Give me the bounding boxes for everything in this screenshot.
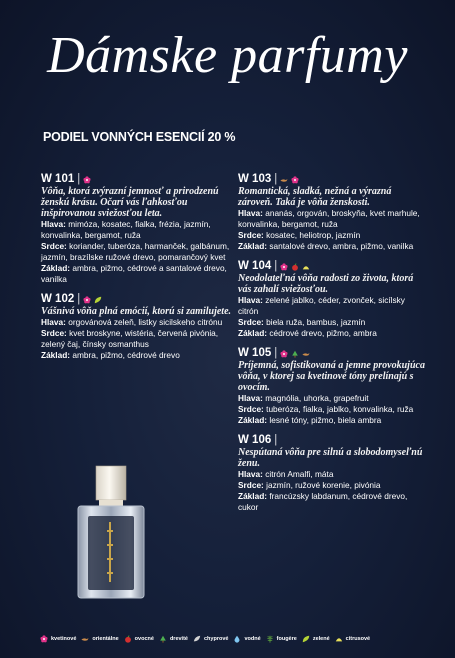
fougere-icon [266,635,274,643]
legend-item [159,635,188,643]
note-line [238,491,426,513]
separator: | [274,173,278,185]
perfume-entry [238,260,426,339]
legend-label: fougère [276,636,297,642]
vodne-icon [233,635,241,643]
perfume-entry [238,434,426,513]
perfume-code-row [238,347,426,360]
separator: | [77,293,81,305]
note-label: Hlava: [238,469,263,479]
legend-item [233,635,260,643]
note-text: ambra, pižmo, cédrové drevo [70,350,180,360]
legend-item [40,635,76,643]
perfume-description: Vášnivá vôňa plná emócií, ktorú si zamilujete. [41,306,232,317]
note-text: mimóza, kosatec, fialka, frézia, jazmín, konvalinka, bergamot, ruža [41,219,211,240]
note-text: lesné tóny, pižmo, biela ambra [267,415,382,425]
note-text: santalové drevo, ambra, pižmo, vanilka [267,241,414,251]
legend-label: drevité [169,636,188,642]
note-text: francúzsky labdanum, cédrové drevo, cukor [238,491,408,512]
kvetinove-icon [83,176,91,184]
note-line [238,415,426,426]
perfume-bottle-image [68,460,152,606]
perfume-code-row [238,260,426,273]
perfume-entry [238,347,426,426]
drevite-icon [291,350,299,358]
note-label: Základ: [238,241,268,251]
perfume-code-row [41,173,231,186]
perfume-description: Nespútaná vôňa pre silnú a slobodomyseľnú ženu. [238,447,423,469]
orientalne-icon [302,350,310,358]
perfume-code: W 105 [238,347,272,359]
drevite-icon [159,635,167,643]
note-label: Hlava: [41,219,66,229]
note-label: Srdce: [238,317,264,327]
separator: | [274,434,278,446]
note-label: Hlava: [238,295,263,305]
orientalne-icon [280,176,288,184]
note-line [238,317,426,328]
legend-label: vodné [244,636,261,642]
note-text: kosatec, heliotrop, jazmín [263,230,361,240]
note-text: jazmín, ružové korenie, pivónia [263,480,381,490]
note-line [238,208,426,230]
kvetinove-icon [40,635,48,643]
citrusove-icon [335,635,343,643]
note-line [41,317,231,328]
fragrance-family-legend [40,635,370,643]
legend-label: zelené [312,636,330,642]
note-text: orgovánová zeleň, listky sicilskeho citrónu [65,317,223,327]
note-text: koriander, tuberóza, harmanček, galbánum, jazmín, brazílske ružové drevo, pomarančový kvet [41,241,230,262]
perfume-description: Vôňa, ktorá zvýrazní jemnosť a prirodzenú ženskú krásu. Očarí vás ľahkosťou inšpirovanou sviežosťou leta. [41,186,219,219]
note-text: zelené jablko, céder, zvonček, sicílsky citrón [238,295,405,316]
note-text: cédrové drevo, pižmo, ambra [267,328,377,338]
note-line [238,393,426,404]
legend-label: citrusové [345,636,371,642]
note-text: tuberóza, fialka, jablko, konvalinka, ruža [263,404,414,414]
legend-label: kvetinové [51,636,77,642]
perfume-entry [41,293,231,361]
note-line [41,328,231,350]
perfume-column-left [41,173,231,369]
legend-item [335,635,370,643]
kvetinove-icon [280,350,288,358]
kvetinove-icon [83,296,91,304]
note-line [41,219,231,241]
note-label: Základ: [41,263,71,273]
legend-item [124,635,154,643]
note-line [238,295,426,317]
perfume-column-right [238,173,426,521]
note-label: Srdce: [238,404,264,414]
perfume-code: W 102 [41,293,75,305]
note-label: Hlava: [238,208,263,218]
perfume-code: W 106 [238,434,272,446]
note-line [238,241,426,252]
note-line [238,469,426,480]
perfume-code: W 103 [238,173,272,185]
legend-label: ovocné [134,636,154,642]
legend-label: orientálne [92,636,119,642]
note-text: citrón Amalfi, máta [262,469,334,479]
perfume-entry [238,173,426,252]
note-label: Hlava: [238,393,263,403]
ovocne-icon [124,635,132,643]
note-line [238,480,426,491]
perfume-code-row [41,293,231,306]
note-text: ananás, orgován, broskyňa, kvet marhule, konvalinka, bergamot, ruža [238,208,420,229]
note-label: Srdce: [41,328,67,338]
citrusove-icon [302,263,310,271]
note-line [41,263,231,285]
perfume-entry [41,173,231,285]
perfume-code: W 101 [41,173,75,185]
note-line [41,241,231,263]
ovocne-icon [291,263,299,271]
legend-item [266,635,297,643]
separator: | [274,260,278,272]
zelene-icon [94,296,102,304]
essence-share-heading: PODIEL VONNÝCH ESENCIÍ 20 % [43,130,236,144]
perfume-code-row [238,173,426,186]
separator: | [77,173,81,185]
note-label: Srdce: [41,241,67,251]
separator: | [274,347,278,359]
perfume-code: W 104 [238,260,272,272]
note-label: Základ: [238,328,268,338]
perfume-description: Neodolateľná vôňa radosti zo života, ktorá vás zahalí sviežosťou. [238,273,414,295]
legend-item [193,635,228,643]
note-line [238,230,426,241]
kvetinove-icon [280,263,288,271]
perfume-code-row [238,434,426,447]
note-label: Základ: [238,491,268,501]
note-line [238,404,426,415]
legend-label: chyprové [203,636,229,642]
note-text: ambra, pižmo, cédrové a santalové drevo, vanilka [41,263,227,284]
legend-item [81,635,118,643]
chyprove-icon [193,635,201,643]
zelene-icon [302,635,310,643]
note-label: Srdce: [238,480,264,490]
note-label: Základ: [238,415,268,425]
orientalne-icon [81,635,89,643]
perfume-description: Príjemná, sofistikovaná a jemne provokujúca vôňa, v ktorej sa kvetinové tóny prelínajú s ovocím. [238,360,425,393]
note-line [238,328,426,339]
note-text: biela ruža, bambus, jazmín [263,317,366,327]
note-text: magnólia, uhorka, grapefruit [262,393,369,403]
note-line [41,350,231,361]
kvetinove-icon [291,176,299,184]
note-text: kvet broskyne, wistéria, červená pivónia, zelený čaj, čínsky osmanthus [41,328,219,349]
note-label: Základ: [41,350,71,360]
legend-item [302,635,330,643]
note-label: Hlava: [41,317,66,327]
page-title: Dámske parfumy [47,27,408,84]
note-label: Srdce: [238,230,264,240]
perfume-description: Romantická, sladká, nežná a výrazná zároveň. Taká je vôňa ženskosti. [238,186,392,208]
